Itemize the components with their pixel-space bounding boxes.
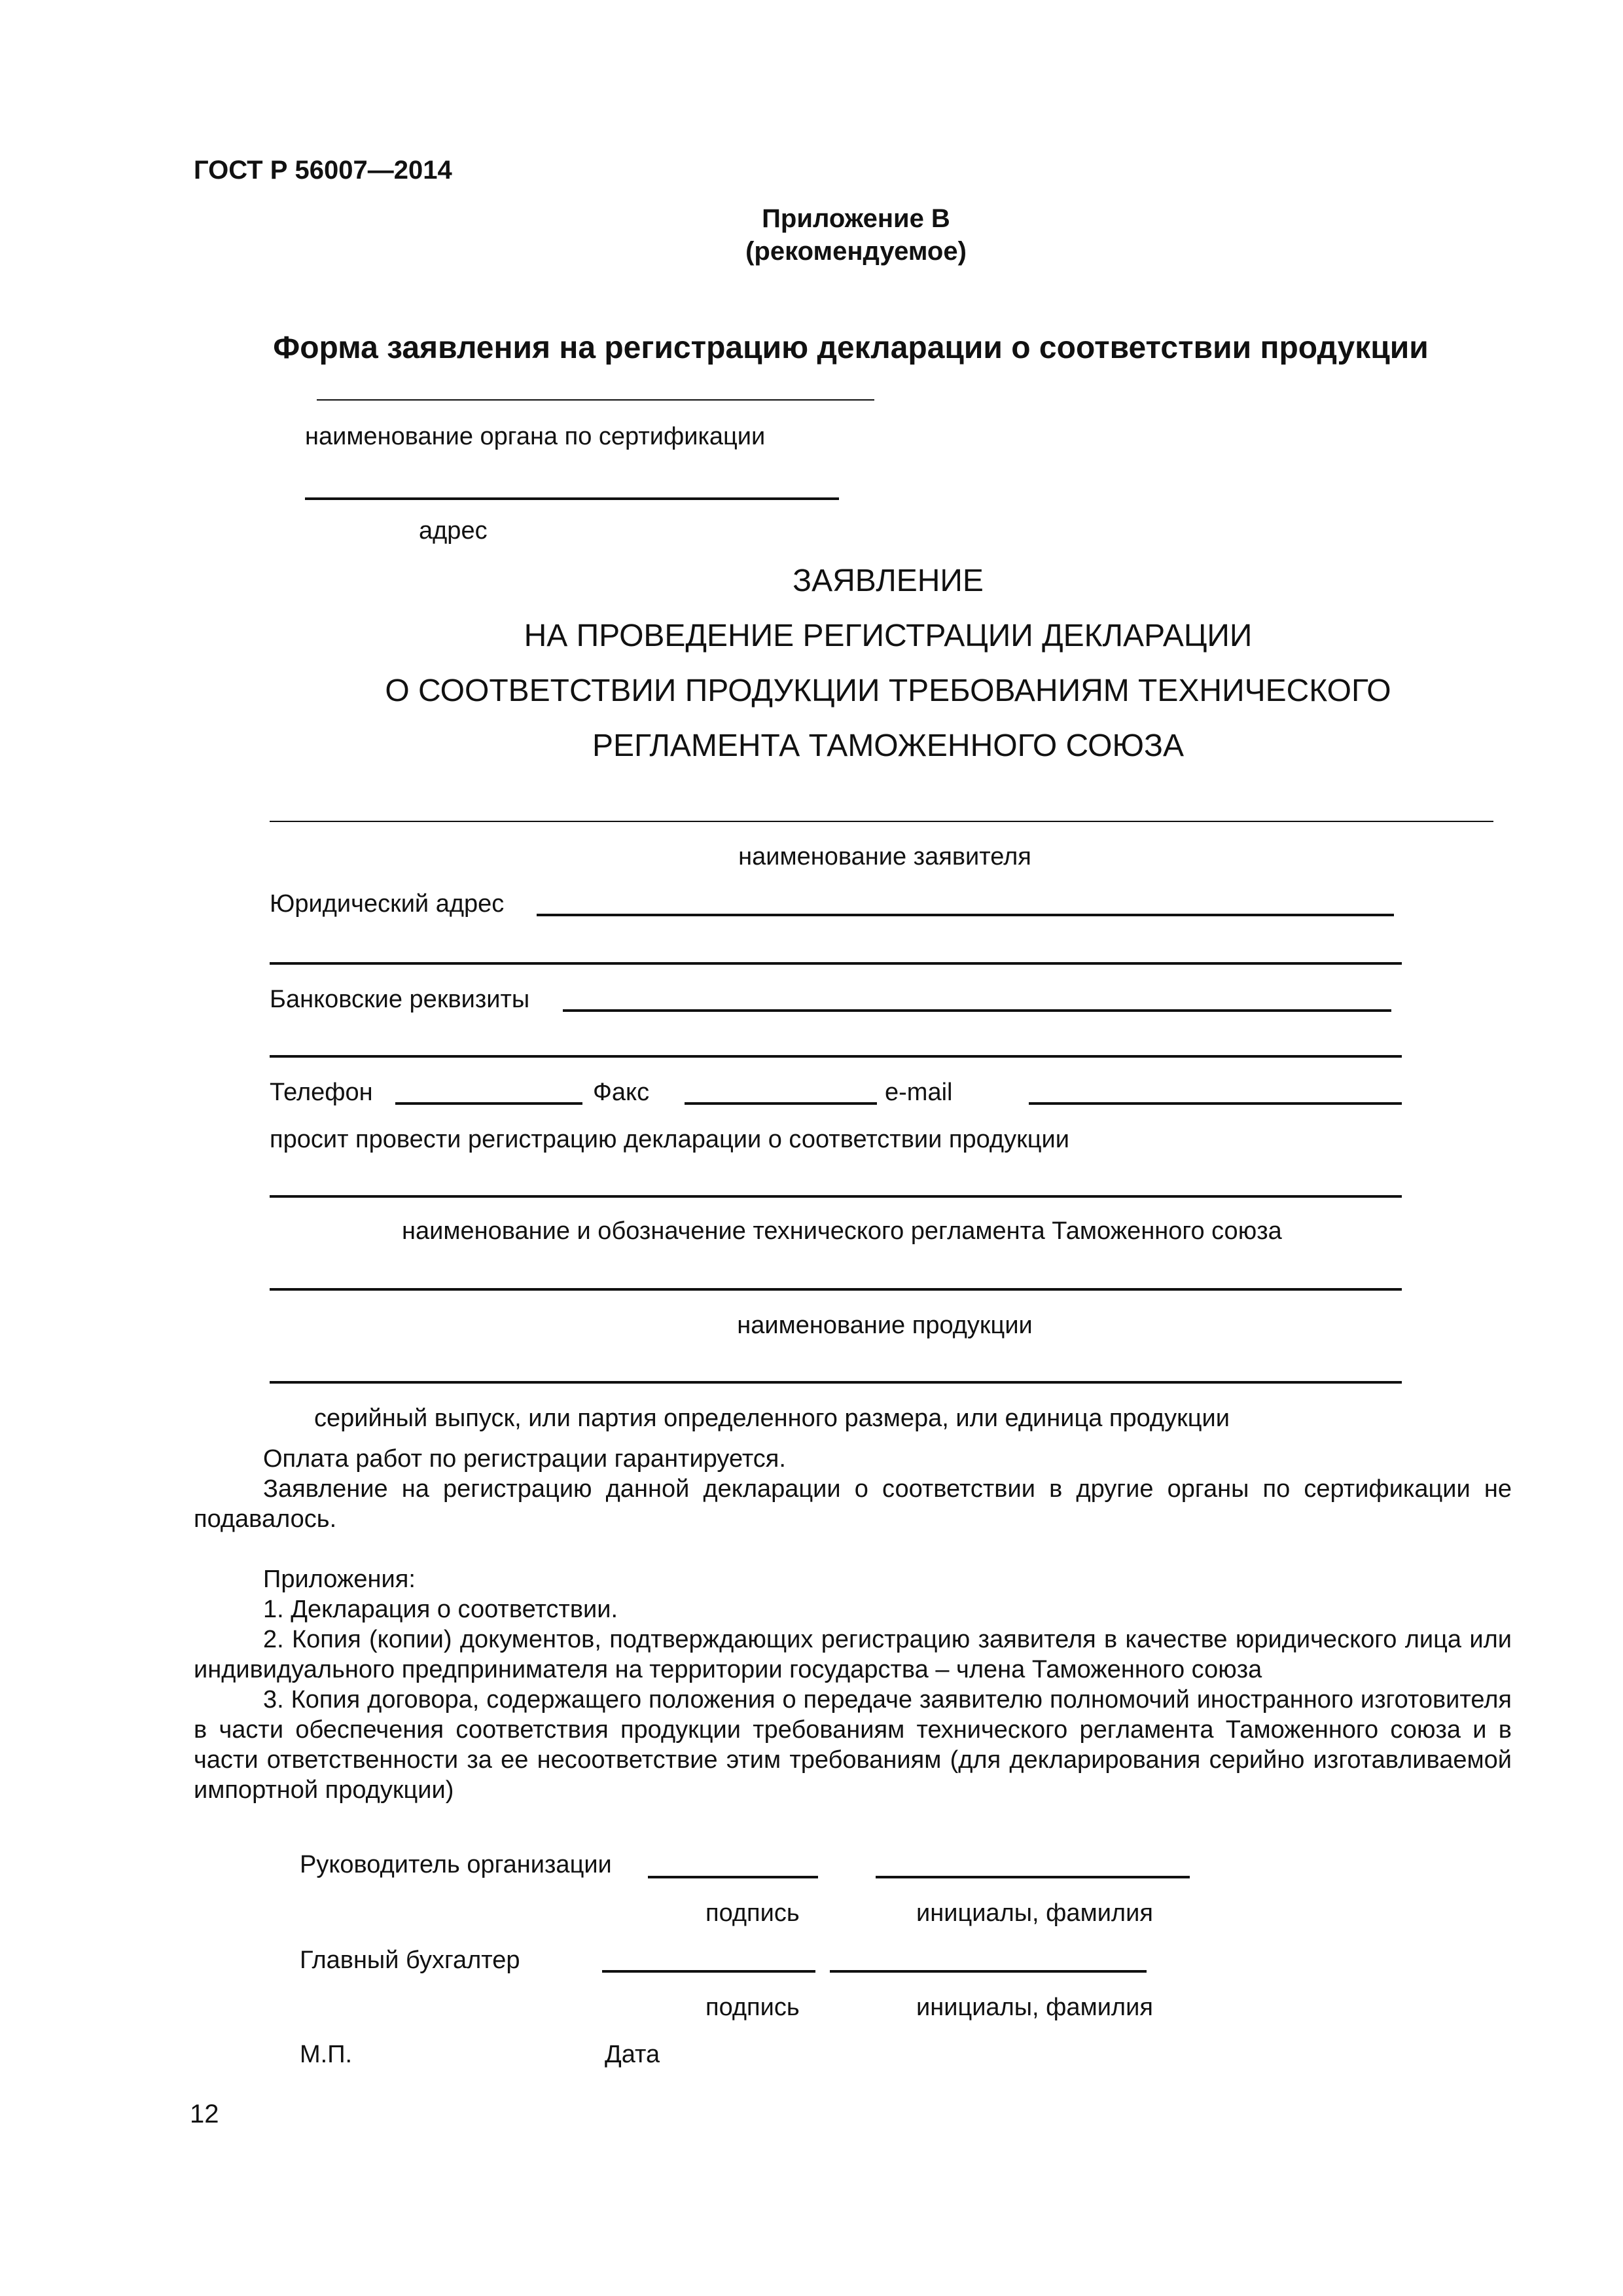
statement-line-4: РЕГЛАМЕНТА ТАМОЖЕННОГО СОЮЗА [592,728,1185,763]
statement-line-1: ЗАЯВЛЕНИЕ [793,564,984,598]
release-caption: серийный выпуск, или партия определенного размера, или единица продукции [314,1405,1230,1432]
bank-details-line-2 [270,1055,1402,1058]
accountant-label: Главный бухгалтер [300,1946,520,1974]
accountant-name-caption: инициалы, фамилия [916,1994,1153,2021]
statement-line-2: НА ПРОВЕДЕНИЕ РЕГИСТРАЦИИ ДЕКЛАРАЦИИ [524,619,1253,653]
attachments-title: Приложения: [263,1566,416,1593]
release-line [270,1381,1402,1384]
appendix-title: Приложение В [762,204,950,233]
head-name-caption: инициалы, фамилия [916,1899,1153,1927]
applicant-line [270,821,1493,822]
attachment-1: 1. Декларация о соответствии. [263,1596,618,1623]
fax-line [685,1102,877,1105]
head-name-line [876,1876,1190,1878]
address-caption: адрес [419,517,488,545]
email-line [1029,1102,1402,1105]
attachment-3: 3. Копия договора, содержащего положения о передаче заявителю полномочий иностранного изготовителя в части обеспечения соответствия продукции требованиям технического регламента Таможенного союза и в части ответственности за ее несоответствие этим требованиям (для декларирования серийно изготавливаемой импортной продукции) [194,1686,1512,1804]
regulation-line [270,1195,1402,1198]
body-text [194,1444,1512,1805]
appendix-status: (рекомендуемое) [745,237,967,266]
address-line [305,497,839,500]
cert-body-line [317,399,874,401]
phone-label: Телефон [270,1079,373,1106]
bank-details-label: Банковские реквизиты [270,986,530,1013]
accountant-name-line [830,1970,1147,1973]
bank-details-line [563,1009,1391,1012]
payment-paragraph: Оплата работ по регистрации гарантируется. [263,1445,786,1473]
product-caption: наименование продукции [737,1312,1033,1339]
email-label: e-mail [885,1079,953,1106]
page-number: 12 [190,2100,219,2128]
legal-address-label: Юридический адрес [270,890,505,918]
product-line [270,1288,1402,1291]
applicant-caption: наименование заявителя [738,843,1031,870]
seal-label: М.П. [300,2041,353,2068]
head-signature-line [648,1876,818,1878]
phone-line [395,1102,582,1105]
accountant-signature-caption: подпись [705,1994,800,2021]
spacer [194,1534,1512,1564]
no-other-bodies-paragraph: Заявление на регистрацию данной декларации о соответствии в другие органы по сертификации не подавалось. [194,1475,1512,1533]
legal-address-line [537,914,1394,916]
cert-body-caption: наименование органа по сертификации [305,423,766,450]
statement-line-3: О СООТВЕТСТВИИ ПРОДУКЦИИ ТРЕБОВАНИЯМ ТЕХНИЧЕСКОГО [385,673,1391,708]
form-title: Форма заявления на регистрацию декларации о соответствии продукции [273,331,1429,365]
regulation-caption: наименование и обозначение технического регламента Таможенного союза [402,1217,1282,1245]
head-label: Руководитель организации [300,1851,612,1878]
head-signature-caption: подпись [705,1899,800,1927]
accountant-signature-line [602,1970,815,1973]
fax-label: Факс [593,1079,650,1106]
attachment-2: 2. Копия (копии) документов, подтверждающих регистрацию заявителя в качестве юридического лица или индивидуального предпринимателя на территории государства – члена Таможенного союза [194,1626,1512,1683]
request-text: просит провести регистрацию декларации о соответствии продукции [270,1126,1069,1153]
date-label: Дата [605,2041,660,2068]
standard-number: ГОСТ Р 56007—2014 [194,156,452,185]
legal-address-line-2 [270,962,1402,965]
